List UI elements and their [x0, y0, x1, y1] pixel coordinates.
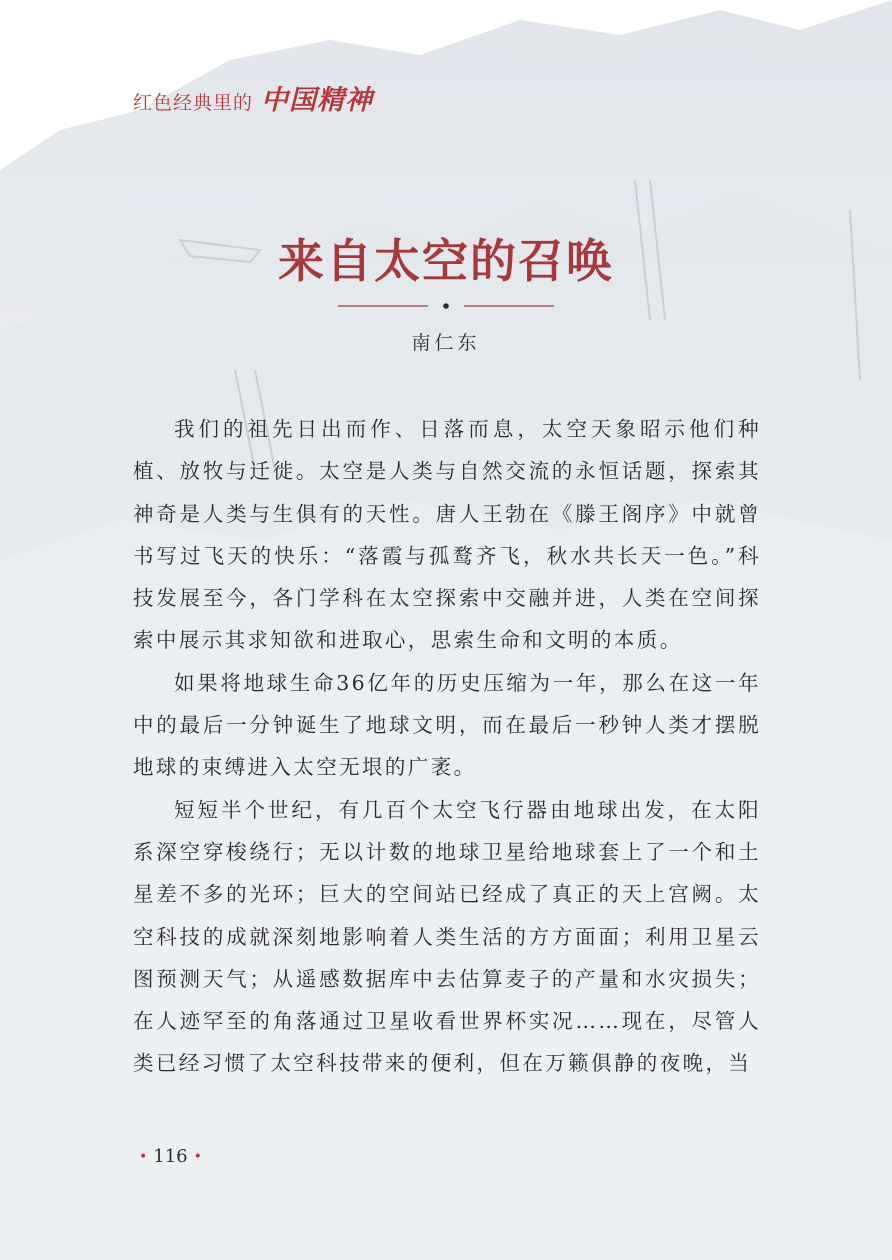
article-body	[133, 408, 761, 1085]
body-paragraph: 我们的祖先日出而作、日落而息，太空天象昭示他们种植、放牧与迁徙。太空是人类与自然交流的永恒话题，探索其神奇是人类与生俱有的天性。唐人王勃在《滕王阁序》中就曾书写过飞天的快乐：“落霞与孤鹜齐飞，秋水共长天一色。”科技发展至今，各门学科在太空探索中交融并进，人类在空间探索中展示其求知欲和进取心，思索生命和文明的本质。	[133, 417, 761, 653]
article-title: 来自太空的召唤	[278, 234, 614, 288]
body-paragraph: 短短半个世纪，有几百个太空飞行器由地球出发，在太阳系深空穿梭绕行；无以计数的地球卫星给地球套上了一个和土星差不多的光环；巨大的空间站已经成了真正的天上宫阙。太空科技的成就深刻地影响着人类生活的方方面面；利用卫星云图预测天气；从遥感数据库中去估算麦子的产量和水灾损失；在人迹罕至的角落通过卫星收看世界杯实况……现在，尽管人类已经习惯了太空科技带来的便利，但在万籁俱静的夜晚，当	[133, 797, 761, 1076]
title-divider	[338, 298, 554, 314]
page-number-dot-right: •	[193, 1148, 202, 1165]
page-number	[133, 1146, 208, 1167]
running-head-brand: 中国精神	[261, 85, 374, 116]
page-number-dot-left: •	[139, 1148, 148, 1165]
running-head	[133, 78, 373, 117]
body-paragraph: 如果将地球生命36亿年的历史压缩为一年，那么在这一年中的最后一分钟诞生了地球文明，而在最后一秒钟人类才摆脱地球的束缚进入太空无垠的广袤。	[133, 670, 761, 780]
running-head-prefix: 红色经典里的	[133, 92, 254, 114]
page-number-value: 116	[153, 1146, 188, 1167]
article-author: 南仁东	[411, 332, 481, 354]
